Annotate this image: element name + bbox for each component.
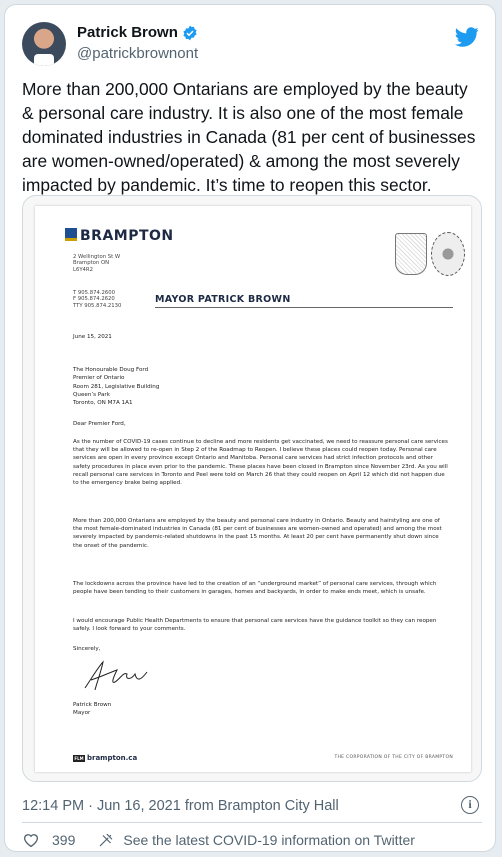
recipient-line: The Honourable Doug Ford (73, 367, 149, 373)
author-name[interactable] (77, 24, 198, 41)
coat-of-arms-icon (431, 232, 465, 276)
covid-info-icon[interactable] (97, 831, 115, 849)
tweet-card (4, 4, 496, 852)
author-handle[interactable]: @patrickbrownont (77, 45, 199, 62)
signer-title: Mayor (73, 710, 91, 716)
letter-date: June 15, 2021 (73, 334, 112, 340)
logo-text: BRAMPTON (80, 228, 174, 244)
phone-line: T 905.874.2600 (73, 290, 115, 296)
verified-badge-icon (182, 25, 198, 41)
footer-badge: FLM (74, 756, 84, 761)
letter-closing: Sincerely, (73, 646, 101, 652)
letter-recipient (73, 366, 159, 407)
recipient-line: Premier of Ontario (73, 375, 125, 382)
signature-icon (81, 658, 151, 696)
tweet-actions (22, 831, 415, 849)
recipient-line: Queen’s Park (73, 391, 110, 398)
recipient-line: Room 281, Legislative Building (73, 383, 160, 390)
author-name-text[interactable]: Patrick Brown (77, 24, 178, 41)
twitter-bird-icon[interactable] (455, 25, 479, 49)
address-line: Brampton ON (73, 260, 110, 267)
letter-paragraph: The lockdowns across the province have led to the creation of an “underground market” of personal care services, through which people have been tending to their customers in garages, homes and backyards, in order to make ends meet, which is unsafe. (73, 581, 437, 596)
attached-letter-image[interactable] (22, 195, 482, 782)
letter-paragraph: More than 200,000 Ontarians are employed by the beauty and personal care industry in Ontario. Beauty and hairstyling are one of the most female-dominated industries in Canada (81 per cent of businesses are women-owned and operated) and among the most severely impacted by pandemic-related shutdowns in the past 15 months. At least 20 per cent have permanently shut down since the onset of the pandemic. (73, 518, 442, 549)
divider (22, 822, 482, 823)
address-line: L6Y4R2 (73, 266, 93, 273)
phone-line: F 905.874.2620 (73, 296, 115, 303)
letterhead-divider (155, 307, 453, 308)
footer-website-text: brampton.ca (87, 754, 138, 762)
signer-name: Patrick Brown (73, 702, 112, 708)
tweet-text: More than 200,000 Ontarians are employed by the beauty & personal care industry. It is also one of the most female dominated industries in Canada (81 per cent of businesses are women-owned/operated) & among the most severely impacted by pandemic. It’s time to reopen this sector. (22, 79, 476, 195)
brampton-logo-mark (65, 228, 77, 241)
address-line: 2 Wellington St W (73, 254, 121, 260)
letter-phones (73, 290, 121, 309)
letterhead-office: MAYOR PATRICK BROWN (155, 294, 291, 305)
phone-line: TTY 905.874.2130 (73, 302, 122, 309)
heart-icon[interactable] (22, 831, 40, 849)
letter-footer-corporation: THE CORPORATION OF THE CITY OF BRAMPTON (334, 755, 453, 760)
letter-footer-website (73, 754, 137, 762)
letter-paragraph: I would encourage Public Health Departments to ensure that personal care services have the guidance toolkit so they can reopen safely. I look forward to your comments. (73, 618, 437, 633)
letter-paragraph: As the number of COVID-19 cases continue to decline and more residents get vaccinated, we need to reassure personal care services that they will be allowed to re-open in Step 2 of the Roadmap to Reopen. I believe these places could reopen today. Personal care services are open in every province except Ontario and Manitoba. Personal care services had strict infection protocols and other safety procedures in place even prior to the pandemic. These places have been closed in Brampton since November 23rd. As you will recall personal care services in Toronto and Peel were told on March 26 that they could reopen on April 12 which did not happen due to the emergency brake being applied. (73, 439, 448, 487)
letter-address (73, 254, 120, 273)
tweet-timestamp[interactable]: 12:14 PM · Jun 16, 2021 from Brampton City Hall (22, 798, 339, 814)
avatar[interactable] (22, 22, 66, 66)
letter-signer (73, 701, 111, 717)
like-count[interactable]: 399 (52, 832, 76, 848)
brampton-logo (65, 228, 174, 244)
covid-info-link[interactable]: See the latest COVID-19 information on Twitter (123, 832, 415, 848)
letter-salutation: Dear Premier Ford, (73, 421, 126, 427)
recipient-line: Toronto, ON M7A 1A1 (73, 400, 133, 407)
city-crest-icon (395, 233, 427, 275)
letter-page (35, 206, 471, 772)
info-icon[interactable]: i (461, 796, 479, 814)
